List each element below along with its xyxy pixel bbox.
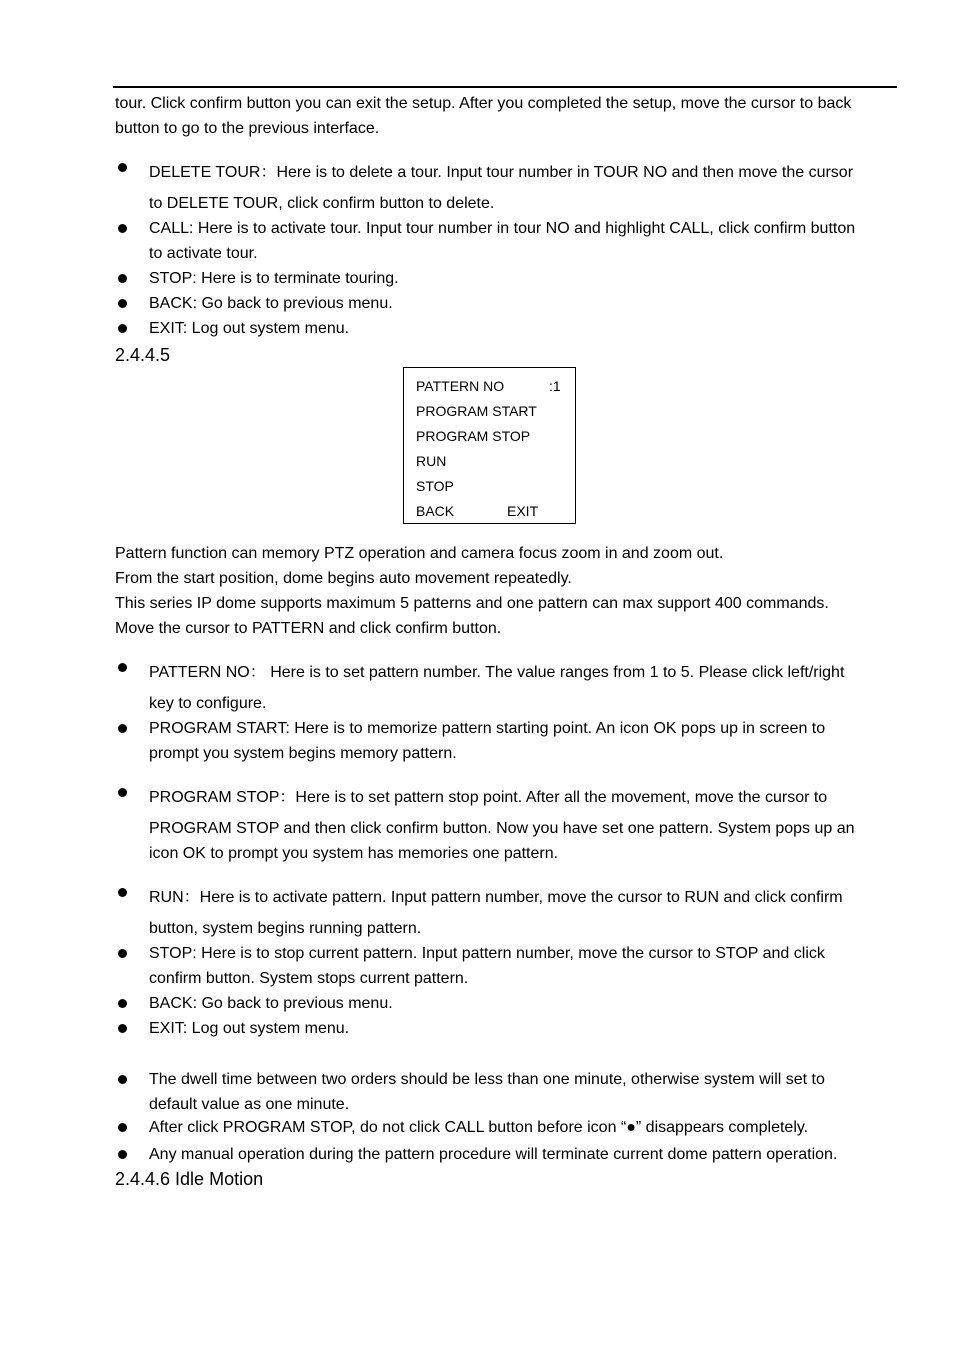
bullet-icon	[118, 299, 127, 308]
note-dwell-time: The dwell time between two orders should be less than one minute, otherwise system will set to	[149, 1071, 825, 1088]
pattern-item-program-stop: PROGRAM STOP：Here is to set pattern stop point. After all the movement, move the cursor to	[149, 789, 828, 806]
tour-item-call: CALL: Here is to activate tour. Input tour number in tour NO and highlight CALL, click confirm button	[149, 220, 856, 237]
section-heading-2446: 2.4.4.6 Idle Motion	[115, 1169, 264, 1189]
bullet-icon	[118, 274, 127, 283]
pattern-item-program-start: PROGRAM START: Here is to memorize pattern starting point. An icon OK pops up in screen to	[149, 720, 826, 737]
pattern-item-program-stop-cont: PROGRAM STOP and then click confirm button. Now you have set one pattern. System pops up an	[149, 820, 855, 837]
bullet-icon	[118, 1123, 127, 1132]
tour-item-delete-cont: to DELETE TOUR, click confirm button to delete.	[149, 195, 495, 212]
pattern-item-run-cont: button, system begins running pattern.	[149, 920, 422, 937]
bullet-icon	[118, 888, 127, 897]
paragraph-3: This series IP dome supports maximum 5 patterns and one pattern can max support 400 commands.	[115, 595, 829, 612]
pattern-item-run: RUN：Here is to activate pattern. Input pattern number, move the cursor to RUN and click confirm	[149, 889, 843, 906]
bullet-icon	[118, 1150, 127, 1159]
pattern-item-exit: EXIT: Log out system menu.	[149, 1020, 350, 1037]
tour-item-exit: EXIT: Log out system menu.	[149, 320, 350, 337]
bullet-icon	[118, 949, 127, 958]
tour-item-delete: DELETE TOUR：Here is to delete a tour. Input tour number in TOUR NO and then move the cursor	[149, 164, 854, 181]
paragraph-2: From the start position, dome begins auto movement repeatedly.	[115, 570, 572, 587]
tour-item-back: BACK: Go back to previous menu.	[149, 295, 393, 312]
bullet-icon	[118, 788, 127, 797]
menu-pattern-no-value[interactable]: :1	[549, 378, 561, 394]
bullet-icon	[118, 663, 127, 672]
menu-item-exit[interactable]: EXIT	[507, 503, 539, 519]
note-dwell-time-cont: default value as one minute.	[149, 1096, 350, 1113]
menu-item-run[interactable]: RUN	[416, 453, 447, 469]
pattern-item-program-stop-cont-2: icon OK to prompt you system has memories one pattern.	[149, 845, 559, 862]
paragraph-1: Pattern function can memory PTZ operation and camera focus zoom in and zoom out.	[115, 545, 724, 562]
bullet-icon	[118, 163, 127, 172]
pattern-item-stop: STOP: Here is to stop current pattern. Input pattern number, move the cursor to STOP and click	[149, 945, 825, 962]
bullet-icon	[118, 724, 127, 733]
paragraph-4: Move the cursor to PATTERN and click confirm button.	[115, 620, 502, 637]
menu-item-program-start[interactable]: PROGRAM START	[416, 403, 537, 419]
intro-line-1: tour. Click confirm button you can exit the setup. After you completed the setup, move the cursor to back	[115, 95, 852, 112]
section-heading-2445: 2.4.4.5	[115, 345, 171, 365]
note-program-stop: After click PROGRAM STOP, do not click CALL button before icon “●” disappears completely.	[149, 1119, 809, 1136]
bullet-icon	[118, 1024, 127, 1033]
bullet-icon	[118, 224, 127, 233]
bullet-icon	[118, 324, 127, 333]
menu-item-stop[interactable]: STOP	[416, 478, 454, 494]
tour-item-call-cont: to activate tour.	[149, 245, 258, 262]
pattern-item-no: PATTERN NO： Here is to set pattern number. The value ranges from 1 to 5. Please click left/right	[149, 664, 845, 681]
note-manual-operation: Any manual operation during the pattern procedure will terminate current dome pattern operation.	[149, 1146, 838, 1163]
header-rule	[113, 86, 897, 88]
menu-item-program-stop[interactable]: PROGRAM STOP	[416, 428, 531, 444]
bullet-icon	[118, 999, 127, 1008]
menu-item-pattern-no[interactable]: PATTERN NO	[416, 378, 505, 394]
pattern-item-stop-cont: confirm button. System stops current pattern.	[149, 970, 469, 987]
pattern-item-no-cont: key to configure.	[149, 695, 267, 712]
pattern-item-back: BACK: Go back to previous menu.	[149, 995, 393, 1012]
menu-item-back[interactable]: BACK	[416, 503, 455, 519]
pattern-item-program-start-cont: prompt you system begins memory pattern.	[149, 745, 457, 762]
bullet-icon	[118, 1075, 127, 1084]
intro-line-2: button to go to the previous interface.	[115, 120, 380, 137]
tour-item-stop: STOP: Here is to terminate touring.	[149, 270, 399, 287]
pattern-menu	[403, 367, 576, 524]
